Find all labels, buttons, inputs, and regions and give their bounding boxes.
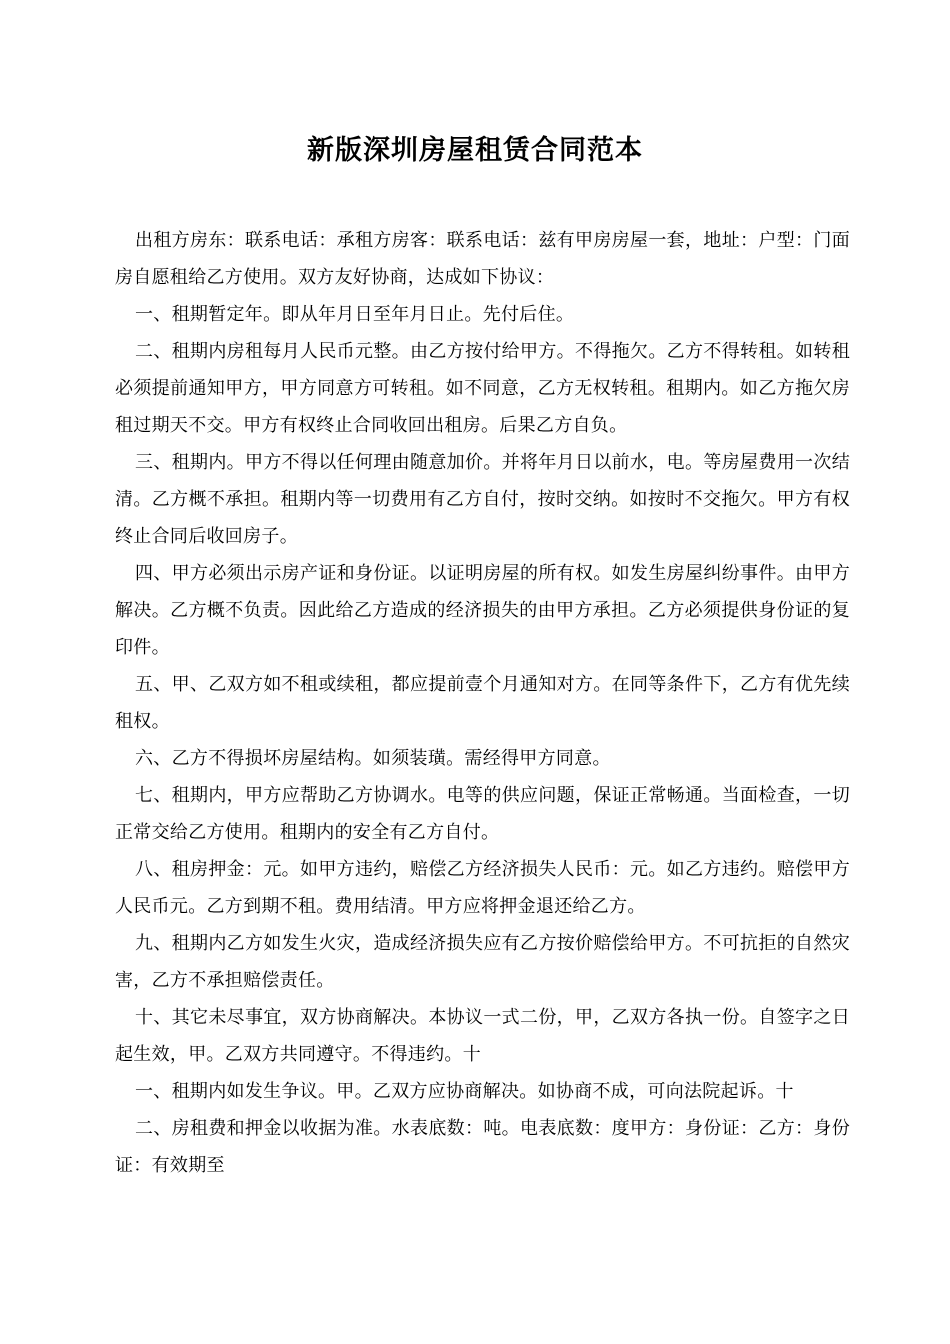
paragraph-clause-10: 十、其它未尽事宜，双方协商解决。本协议一式二份，甲，乙双方各执一份。自签字之日起生效，甲。乙双方共同遵守。不得违约。十 [115,1007,850,1065]
paragraph-clause-5: 五、甲、乙双方如不租或续租，都应提前壹个月通知对方。在同等条件下，乙方有优先续租权。 [115,674,850,732]
paragraph-clause-6: 六、乙方不得损坏房屋结构。如须装璜。需经得甲方同意。 [135,748,611,769]
paragraph-clause-4: 四、甲方必须出示房产证和身份证。以证明房屋的所有权。如发生房屋纠纷事件。由甲方解决。乙方概不负责。因此给乙方造成的经济损失的由甲方承担。乙方必须提供身份证的复印件。 [115,563,850,658]
paragraph-clause-12: 二、房租费和押金以收据为准。水表底数：吨。电表底数：度甲方：身份证：乙方：身份证：有效期至 [115,1118,850,1176]
paragraph-clause-7: 七、租期内，甲方应帮助乙方协调水。电等的供应问题，保证正常畅通。当面检查，一切正常交给乙方使用。租期内的安全有乙方自付。 [115,785,850,843]
paragraph-clause-1: 一、租期暂定年。即从年月日至年月日止。先付后住。 [135,304,575,325]
paragraph-clause-8: 八、租房押金：元。如甲方违约，赔偿乙方经济损失人民币：元。如乙方违约。赔偿甲方人民币元。乙方到期不租。费用结清。甲方应将押金退还给乙方。 [115,859,850,917]
paragraph-clause-3: 三、租期内。甲方不得以任何理由随意加价。并将年月日以前水，电。等房屋费用一次结清。乙方概不承担。租期内等一切费用有乙方自付，按时交纳。如按时不交拖欠。甲方有权终止合同后收回房子。 [115,452,850,547]
paragraph-parties: 出租方房东：联系电话：承租方房客：联系电话：兹有甲房房屋一套，地址：户型：门面房自愿租给乙方使用。双方友好协商，达成如下协议： [115,230,850,288]
paragraph-clause-2: 二、租期内房租每月人民币元整。由乙方按付给甲方。不得拖欠。乙方不得转租。如转租必须提前通知甲方，甲方同意方可转租。如不同意，乙方无权转租。租期内。如乙方拖欠房租过期天不交。甲方有权终止合同收回出租房。后果乙方自负。 [115,341,850,436]
document-body [115,222,850,1184]
document-title: 新版深圳房屋租赁合同范本 [307,135,643,166]
paragraph-clause-11: 一、租期内如发生争议。甲。乙双方应协商解决。如协商不成，可向法院起诉。十 [135,1081,794,1102]
paragraph-clause-9: 九、租期内乙方如发生火灾，造成经济损失应有乙方按价赔偿给甲方。不可抗拒的自然灾害，乙方不承担赔偿责任。 [115,933,850,991]
